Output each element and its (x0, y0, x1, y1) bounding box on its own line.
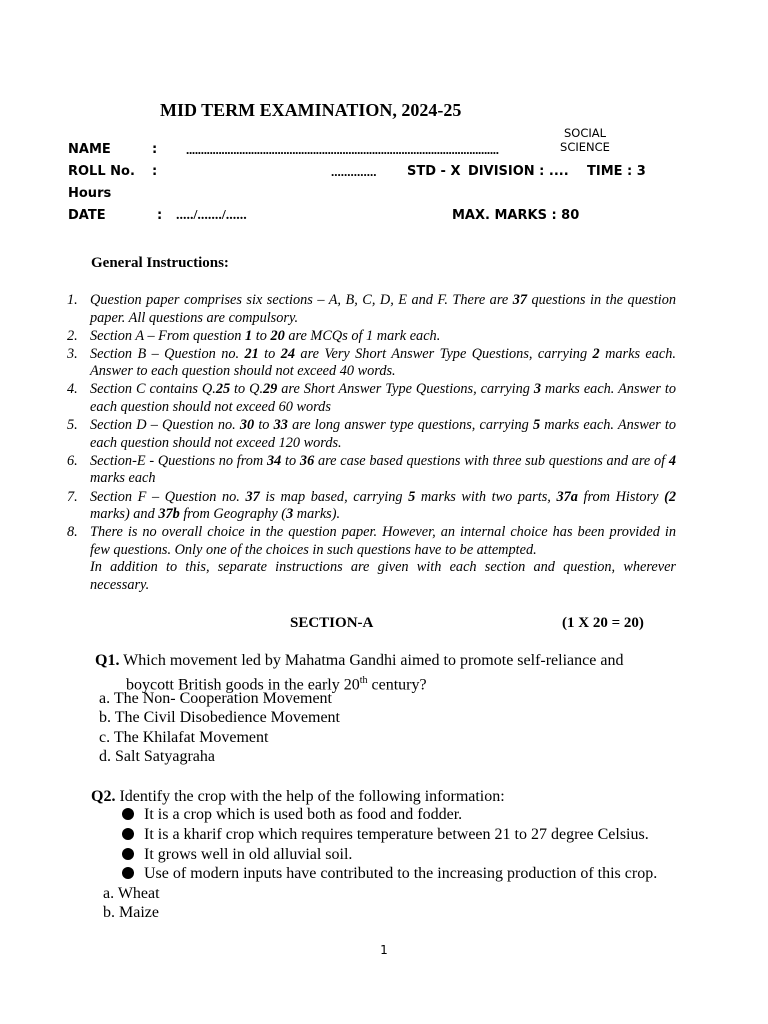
division-label: DIVISION : .... (468, 164, 569, 179)
q2-bullet (122, 806, 462, 824)
q2-bullet (122, 846, 352, 864)
instruction-item (66, 346, 676, 381)
q2-bullet-text: It is a kharif crop which requires temperature between 21 to 27 degree Celsius. (144, 826, 649, 843)
q1-option-a: a. The Non- Cooperation Movement (99, 690, 332, 707)
date-colon: : (157, 208, 163, 223)
q2-bullet (122, 865, 657, 883)
instruction-number: 8. (67, 524, 78, 541)
section-marks: (1 X 20 = 20) (562, 615, 644, 631)
instruction-text: Section-E - Questions no from 34 to 36 are case based questions with three sub questions and are of 4 marks each (90, 452, 676, 487)
q2-bullet (122, 826, 649, 844)
bullet-icon (122, 808, 134, 820)
instruction-number: 4. (67, 381, 78, 398)
instruction-text: Section F – Question no. 37 is map based, carrying 5 marks with two parts, 37a from History (2 marks) and 37b from Geography (3 marks). (90, 488, 676, 523)
question-1-text-line3: century? (367, 676, 427, 694)
instruction-number: 1. (67, 292, 78, 308)
q2-option-a: a. Wheat (103, 885, 160, 902)
instructions-list (66, 292, 676, 595)
instruction-extra: In addition to this, separate instructions are given with each section and question, wherever necessary. (90, 559, 676, 593)
instruction-number: 7. (67, 488, 78, 505)
section-title: SECTION-A (290, 615, 374, 631)
hours-label: Hours (68, 186, 112, 201)
instruction-item (66, 524, 676, 594)
name-label: NAME (68, 142, 111, 157)
instruction-item (66, 292, 676, 327)
question-1-sup: th (359, 675, 368, 686)
instruction-item (66, 381, 676, 416)
instruction-text: There is no overall choice in the question paper. However, an internal choice has been provided in few questions. Only one of the choices in such questions have to be attempted. (90, 524, 676, 558)
bullet-icon (122, 848, 134, 860)
question-2-text: Identify the crop with the help of the following information: (119, 788, 505, 805)
page-number: 1 (380, 943, 388, 957)
question-2 (91, 787, 505, 807)
question-2-label: Q2. (91, 788, 116, 805)
q1-option-d: d. Salt Satyagraha (99, 748, 215, 765)
bullet-icon (122, 828, 134, 840)
time-label: TIME : 3 (587, 164, 646, 179)
date-field: ...../......./...... (176, 208, 247, 223)
question-1-label: Q1. (95, 652, 120, 669)
q2-bullet-text: Use of modern inputs have contributed to the increasing production of this crop. (144, 865, 658, 882)
roll-field: .............. (331, 164, 377, 179)
question-1 (95, 651, 623, 671)
instruction-item (66, 453, 676, 488)
instruction-number: 6. (67, 452, 78, 469)
roll-colon: : (152, 164, 158, 179)
q2-bullet-text: It is a crop which is used both as food and fodder. (144, 806, 463, 823)
name-field: .......................................................................................................... (186, 142, 499, 157)
q1-option-c: c. The Khilafat Movement (99, 729, 269, 746)
instruction-number: 2. (67, 327, 78, 344)
exam-title: MID TERM EXAMINATION, 2024-25 (160, 100, 462, 120)
instruction-text: Section D – Question no. 30 to 33 are long answer type questions, carrying 5 marks each. Answer to each question should not exceed 120 words. (90, 417, 677, 451)
subject-label: SOCIAL SCIENCE (560, 126, 610, 154)
bullet-icon (122, 867, 134, 879)
name-colon: : (152, 142, 158, 157)
std-label: STD - X (407, 164, 461, 179)
instruction-item (66, 417, 676, 452)
q1-option-b: b. The Civil Disobedience Movement (99, 709, 340, 726)
roll-label: ROLL No. (68, 164, 135, 179)
question-1-text-line1: Which movement led by Mahatma Gandhi aimed to promote self-reliance and (123, 652, 624, 669)
question-1-text-line2: boycott British goods in the early 20 (126, 676, 360, 694)
instruction-text: Section C contains Q.25 to Q.29 are Short Answer Type Questions, carrying 3 marks each. Answer to each question should not exceed 60 words (90, 381, 677, 416)
instruction-text: Section A – From question 1 to 20 are MCQs of 1 mark each. (90, 327, 441, 344)
instruction-text: Question paper comprises six sections – A, B, C, D, E and F. There are 37 questions in the question paper. All questions are compulsory. (90, 292, 676, 326)
instruction-number: 3. (67, 345, 78, 362)
instruction-item (66, 328, 676, 346)
instructions-heading: General Instructions: (91, 255, 229, 271)
instruction-text: Section B – Question no. 21 to 24 are Very Short Answer Type Questions, carrying 2 marks each. Answer to each question should not exceed 40 words. (90, 345, 676, 380)
date-label: DATE (68, 208, 106, 223)
instruction-item (66, 489, 676, 524)
max-marks: MAX. MARKS : 80 (452, 208, 580, 223)
q2-option-b: b. Maize (103, 904, 159, 921)
instruction-number: 5. (67, 417, 78, 434)
q2-bullet-text: It grows well in old alluvial soil. (144, 846, 353, 863)
